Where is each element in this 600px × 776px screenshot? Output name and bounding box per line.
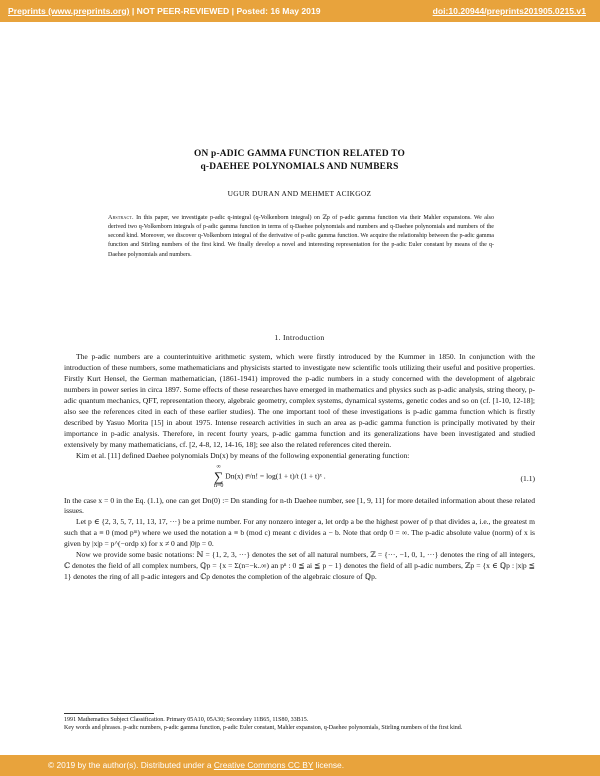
equation-1-1 xyxy=(64,462,535,496)
cc-by-license-link[interactable]: Creative Commons CC BY xyxy=(213,760,314,770)
abstract-label: Abstract. xyxy=(108,215,134,221)
header-left xyxy=(8,6,321,16)
equation-text: Dn(x) tⁿ/n! = log(1 + t)/t (1 + t)ˣ . xyxy=(225,471,326,481)
introduction-body xyxy=(64,352,535,583)
paper-authors: UGUR DURAN AND MEHMET ACIKGOZ xyxy=(227,189,372,198)
header-posted-date: Posted: 16 May 2019 xyxy=(236,6,321,16)
header-status: NOT PEER-REVIEWED xyxy=(136,6,230,16)
paragraph-1: The p-adic numbers are a counterintuitive arithmetic system, which were firstly introduced by the Kummer in 1850. In conjunction with the introduction of these numbers, some mathematicians and physicists started to investigate new scientific tools utilizing their useful and positive properties. Firstly Kurt Hensel, the German mathematician, (1861-1941) improved the p-adic numbers in a study concerned with the development of algebraic numbers in power series in circa 1897. Some effects of these researches have emerged in mathematics and physics such as p-adic analysis, string theory, p-adic quantum mechanics, QFT, representation theory, algebraic geometry, complex systems, dynamical systems, genetic codes and so on (cf. [1-10, 12-18]; also see the references cited in each of these earlier studies). The one important tool of these investigations is p-adic gamma function which is firstly described by Yasuo Morita [15] in about 1975. Intense research activities in such an area as p-adic gamma function is principally motivated by their importance in p-adic analysis. Therefore, in recent fourty years, p-adic gamma function and its generalizations have been investigated and studied extensively by many mathematicians, cf. [2, 4-8, 12, 14-16, 18]; see also the related references cited therein. xyxy=(64,352,535,449)
equation-number: (1.1) xyxy=(520,473,535,483)
doi-link[interactable]: doi:10.20944/preprints201905.0215.v1 xyxy=(432,6,586,16)
header-sep-1: | xyxy=(131,6,135,16)
paragraph-3: In the case x = 0 in the Eq. (1.1), one can get Dn(0) := Dn standing for n-th Daehee number, see [1, 9, 11] for more detailed information about these related issues. xyxy=(64,495,535,516)
title-line-1: ON p-ADIC GAMMA FUNCTION RELATED TO xyxy=(194,149,405,159)
footnote-rule xyxy=(64,713,154,714)
header-sep-2: | xyxy=(231,6,235,16)
footer-copyright: © 2019 by the author(s). Distributed under a xyxy=(48,760,212,770)
header-right xyxy=(433,6,586,16)
footnote xyxy=(64,713,535,733)
abstract-text: In this paper, we investigate p-adic q-integral (q-Volkenborn integral) on ℤp of p-adic gamma function via their Mahler expansions. We also derived two q-Volkenborn integrals of p-adic gamma function in terms of q-Daehee polynomials and numbers and q-Daehee polynomials and numbers of the second kind. Moreover, we discover q-Volkenborn integral of the derivative of p-adic gamma function. We acquire the relationship between the p-adic gamma function and Stirling numbers of the first kind. We finally develop a novel and interesting representation for the p-adic Euler constant by means of the q-Daehee polynomials and numbers. xyxy=(108,215,495,258)
paper-title xyxy=(64,148,535,173)
footnote-msc: 1991 Mathematics Subject Classification. Primary 05A10, 05A30; Secondary 11B65, 11S80, 33B15. xyxy=(64,717,309,723)
preprints-site-link[interactable]: Preprints (www.preprints.org) xyxy=(8,6,130,16)
paragraph-5: Now we provide some basic notations: ℕ = {1, 2, 3, ···} denotes the set of all natural numbers, ℤ = {···, −1, 0, 1, ···} denotes the ring of all integers, ℂ denotes the field of all complex numbers, ℚp = {x = Σ(n=−k..∞) an pⁿ : 0 ≦ ai ≦ p − 1} denotes the field of all p-adic numbers, ℤp = {x ∈ ℚp : |x|p ≦ 1} denotes the ring of all p-adic integers and ℂp denotes the completion of the algebraic closure of ℚp. xyxy=(64,550,535,582)
paragraph-4: Let p ∈ {2, 3, 5, 7, 11, 13, 17, ···} be a prime number. For any nonzero integer a, let ordp a be the highest power of p that divides a, i.e., the greatest m such that a ≡ 0 (mod pᵐ) where we used the notation a ≡ b (mod c) meant c divides a − b. Note that ordp 0 = ∞. The p-adic absolute value (norm) of x is given by |x|p = p^(−ordp x) for x ≠ 0 and |0|p = 0. xyxy=(64,517,535,549)
sum-symbol: ∞ ∑ n=0 xyxy=(214,463,224,489)
license-footer-bar xyxy=(0,755,600,776)
paragraph-2: Kim et al. [11] defined Daehee polynomials Dn(x) by means of the following exponential generating function: xyxy=(76,450,410,460)
section-heading-introduction: 1. Introduction xyxy=(274,333,325,342)
equation-expression xyxy=(214,464,326,490)
footer-text xyxy=(48,760,344,770)
title-line-2: q-DAEHEE POLYNOMIALS AND NUMBERS xyxy=(200,161,399,172)
footer-tail: license. xyxy=(315,760,345,770)
footnote-keywords: Key words and phrases. p-adic numbers, p-adic gamma function, p-adic Euler constant, Mahler expansion, q-Daehee polynomials, Stirling numbers of the first kind. xyxy=(64,725,463,732)
abstract xyxy=(108,214,494,260)
preprint-header-bar xyxy=(0,0,600,22)
